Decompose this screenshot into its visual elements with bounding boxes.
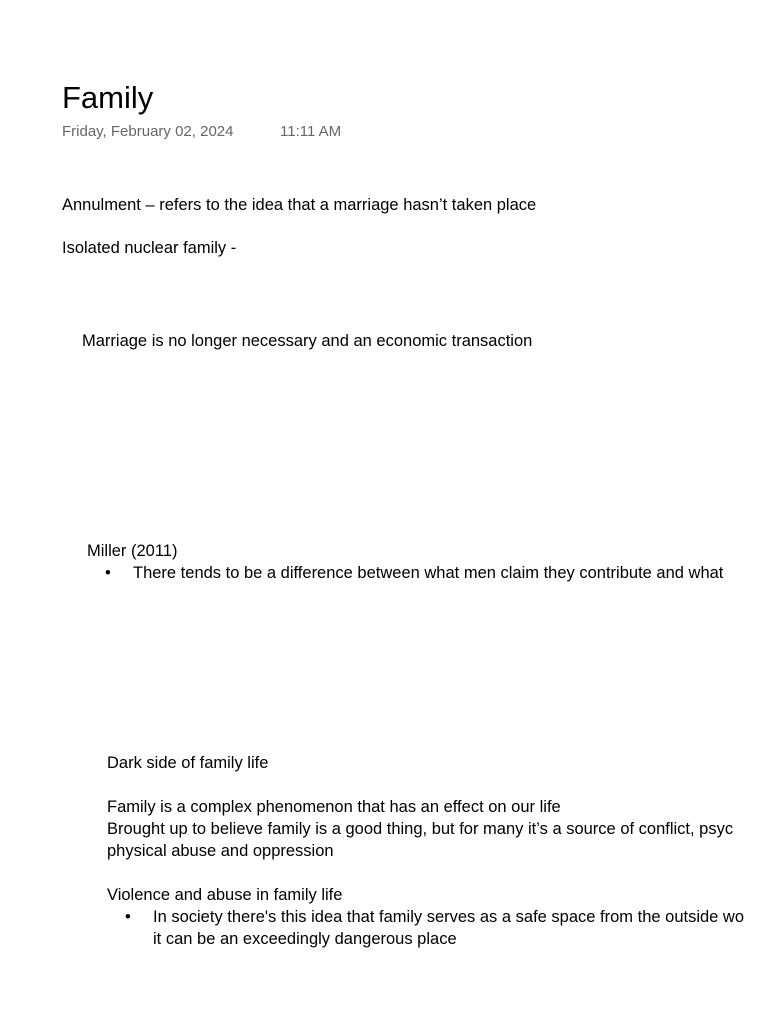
dark-side-line-3: physical abuse and oppression [107, 842, 334, 860]
page-time: 11:11 AM [280, 123, 342, 140]
dark-side-heading: Dark side of family life [107, 754, 269, 772]
miller-bullet-text: There tends to be a difference between what men claim they contribute and what [133, 564, 724, 582]
violence-bullet-item [107, 906, 744, 950]
note-marriage: Marriage is no longer necessary and an economic transaction [82, 332, 533, 350]
note-annulment: Annulment – refers to the idea that a marriage hasn’t taken place [62, 196, 537, 214]
bullet-icon: • [125, 908, 131, 926]
page-date: Friday, February 02, 2024 [62, 123, 234, 140]
bullet-icon: • [105, 564, 111, 582]
miller-bullet-item [87, 562, 723, 584]
dark-side-line-2: Brought up to believe family is a good thing, but for many it’s a source of conflict, psyc [107, 820, 734, 838]
miller-heading: Miller (2011) [87, 542, 178, 560]
dark-side-note-block [107, 752, 744, 950]
note-isolated-nuclear-family: Isolated nuclear family - [62, 239, 237, 257]
miller-note-block [87, 540, 723, 584]
page-title: Family [62, 80, 154, 115]
dark-side-line-1: Family is a complex phenomenon that has an effect on our life [107, 798, 561, 816]
violence-heading: Violence and abuse in family life [107, 886, 343, 904]
violence-bullet-text-line-1: In society there's this idea that family serves as a safe space from the outside wo [153, 908, 745, 926]
violence-bullet-text-line-2: it can be an exceedingly dangerous place [153, 930, 457, 948]
